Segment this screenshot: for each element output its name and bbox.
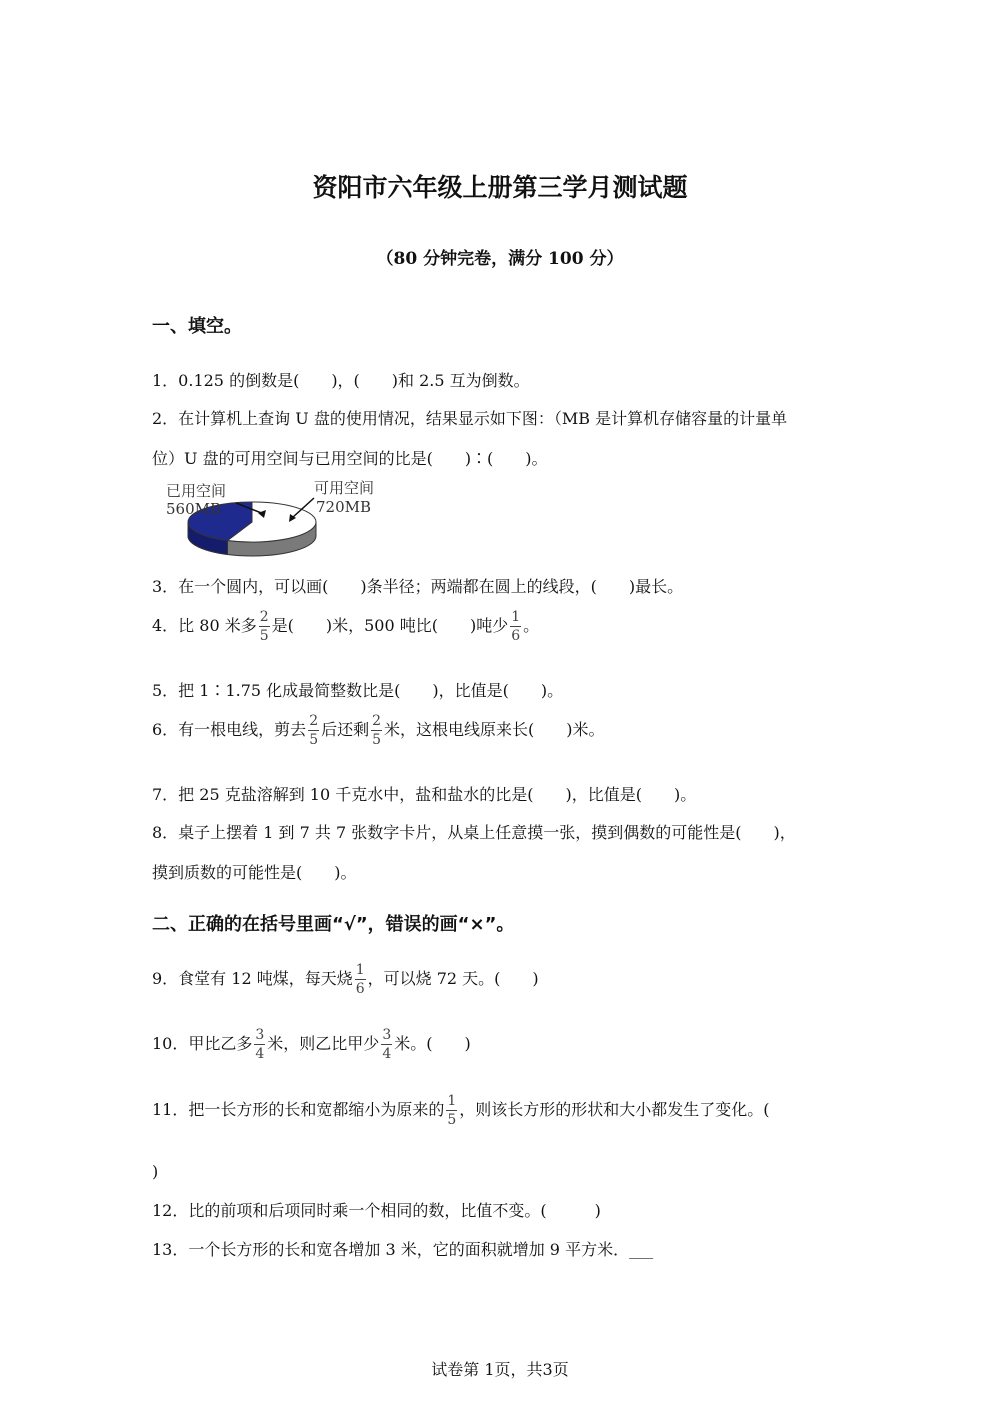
question-4-text-3: 。 bbox=[523, 616, 540, 635]
slice-value-free: 720MB bbox=[316, 498, 372, 516]
question-6 bbox=[152, 714, 605, 747]
question-8-line-2: 摸到质数的可能性是( )。 bbox=[152, 863, 357, 882]
section-heading-true-false: 二、正确的在括号里画“√”，错误的画“×”。 bbox=[152, 914, 515, 935]
slice-value-used: 560MB bbox=[166, 500, 222, 518]
question-8-line-1: 8．桌子上摆着 1 到 7 共 7 张数字卡片，从桌上任意摸一张，摸到偶数的可能性是( )， bbox=[152, 823, 796, 842]
question-10-text-2: 米，则乙比甲少 bbox=[267, 1034, 380, 1053]
question-9-text-1: 9．食堂有 12 吨煤，每天烧 bbox=[152, 969, 353, 988]
fraction-one-fifth: $\frac{1}{5}$ bbox=[447, 1093, 457, 1128]
section-heading-fill-blank: 一、填空。 bbox=[152, 316, 242, 337]
fraction-two-fifths: $\frac{2}{5}$ bbox=[372, 713, 382, 748]
question-7: 7．把 25 克盐溶解到 10 千克水中，盐和盐水的比是( )，比值是( )。 bbox=[152, 785, 697, 804]
question-10-text-1: 10．甲比乙多 bbox=[152, 1034, 253, 1053]
question-11-text-1: 11．把一长方形的长和宽都缩小为原来的 bbox=[152, 1100, 445, 1119]
usb-usage-pie-chart bbox=[164, 476, 404, 566]
fraction-three-fourths: $\frac{3}{4}$ bbox=[255, 1027, 265, 1062]
question-4-text-1: 4．比 80 米多 bbox=[152, 616, 257, 635]
question-11-line-2: ) bbox=[152, 1162, 159, 1181]
question-13: 13．一个长方形的长和宽各增加 3 米，它的面积就增加 9 平方米．___ bbox=[152, 1240, 654, 1259]
question-2-line-1: 2．在计算机上查询 U 盘的使用情况，结果显示如下图：（MB 是计算机存储容量的计量单 bbox=[152, 409, 788, 428]
question-12: 12．比的前项和后项同时乘一个相同的数，比值不变。( ) bbox=[152, 1201, 601, 1220]
slice-label-used: 已用空间 bbox=[166, 482, 227, 500]
question-6-text-3: 米，这根电线原来长( )米。 bbox=[384, 720, 605, 739]
question-10-text-3: 米。( ) bbox=[394, 1034, 471, 1053]
question-5: 5．把 1∶1.75 化成最简整数比是( )，比值是( )。 bbox=[152, 681, 564, 700]
question-6-text-2: 后还剩 bbox=[321, 720, 370, 739]
page-subtitle: （80 分钟完卷，满分 100 分） bbox=[376, 249, 624, 269]
question-11-text-2: ，则该长方形的形状和大小都发生了变化。( bbox=[459, 1100, 770, 1119]
fraction-two-fifths: $\frac{2}{5}$ bbox=[259, 609, 269, 644]
question-10 bbox=[152, 1028, 471, 1061]
fraction-one-sixth: $\frac{1}{6}$ bbox=[355, 962, 365, 997]
question-1: 1．0.125 的倒数是( )，( )和 2.5 互为倒数。 bbox=[152, 371, 530, 390]
slice-label-free: 可用空间 bbox=[314, 479, 375, 497]
question-3: 3．在一个圆内，可以画( )条半径；两端都在圆上的线段，( )最长。 bbox=[152, 577, 684, 596]
question-9 bbox=[152, 963, 539, 996]
question-4 bbox=[152, 610, 539, 643]
fraction-one-sixth: $\frac{1}{6}$ bbox=[511, 609, 521, 644]
page-footer: 试卷第 1页，共3页 bbox=[431, 1360, 569, 1379]
question-9-text-2: ，可以烧 72 天。( ) bbox=[367, 969, 539, 988]
page-title: 资阳市六年级上册第三学月测试题 bbox=[312, 173, 688, 202]
question-6-text-1: 6．有一根电线，剪去 bbox=[152, 720, 307, 739]
question-11 bbox=[152, 1094, 770, 1127]
fraction-two-fifths: $\frac{2}{5}$ bbox=[309, 713, 319, 748]
fraction-three-fourths: $\frac{3}{4}$ bbox=[382, 1027, 392, 1062]
question-4-text-2: 是( )米，500 吨比( )吨少 bbox=[271, 616, 509, 635]
question-2-line-2: 位）U 盘的可用空间与已用空间的比是( )∶( )。 bbox=[152, 449, 548, 468]
